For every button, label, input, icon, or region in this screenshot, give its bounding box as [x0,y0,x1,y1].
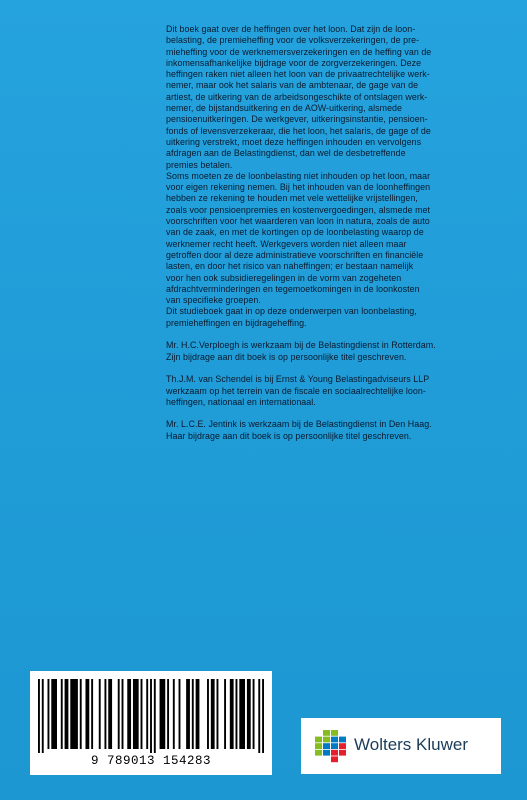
publisher-name: Wolters Kluwer [354,735,468,754]
barcode-bar [122,679,124,749]
blurb-paragraph-3: Dit studieboek gaat in op deze onderwerpen van loonbelasting, premieheffingen en bijdrageheffing. [166,306,417,328]
barcode-bar [80,679,82,749]
logo-tile [331,750,338,756]
barcode-bar [127,679,131,749]
barcode-bar [141,679,143,749]
barcode-bar [186,679,190,749]
barcode-bar [173,679,175,749]
logo-tile [331,737,338,743]
logo-tile [315,743,322,749]
barcode-bar [207,679,209,749]
barcode-bar [167,679,169,749]
barcode-bar [239,679,245,749]
blurb-paragraph-2: Soms moeten ze de loonbelasting niet inhouden op het loon, maar voor eigen rekening nemen. Bij het inhouden van de loonheffingen hebben ze rekening te houden met vele wettelijke vrijstellingen, zoals voor pensioenpremies en kostenvergoedingen, alsmede met voorschriften voor het waarderen van loon in natura, zoals de auto van de zaak, en met de kortingen op de loonbelasting waarop de werknemer recht heeft. Werkgevers worden niet alleen maar getroffen door al deze administratieve voorschriften en financiële lasten, en door het risico van naheffingen; er bestaan namelijk voor hen ook subsidieregelingen in de vorm van zogeheten afdrachtverminderingen en tegemoetkomingen in de loonkosten van specifieke groepen. [166,170,431,306]
barcode-bar [104,679,106,749]
author-bio-jentink: Mr. L.C.E. Jentink is werkzaam bij de Belastingdienst in Den Haag. Haar bijdrage aan dit boek is op persoonlijke titel geschreven. [166,419,432,441]
logo-tile [339,750,346,756]
logo-tile [323,737,330,743]
barcode-bar [230,679,234,749]
barcode-bar [211,679,215,749]
barcode-bar [61,679,63,749]
logo-tile [331,730,338,736]
author-bio-verploegh: Mr. H.C.Verploegh is werkzaam bij de Belastingdienst in Rotterdam. Zijn bijdrage aan dit boek is op persoonlijke titel geschreven. [166,340,436,362]
logo-tile [315,737,322,743]
logo-tile [339,743,346,749]
barcode-bar [85,679,89,749]
barcode-bar [253,679,255,749]
barcode-bar [150,679,152,753]
blurb-paragraph-1: Dit boek gaat over de heffingen over het loon. Dat zijn de loon- belasting, de premieheffing voor de volksverzekeringen, de pre- mieheffing voor de werknemersverzekeringen en de heffing van de inkomensafhankelijke bijdrage voor de zorgverzekeringen. Deze heffingen raken niet alleen het loon van de privaatrechtelijke werk- nemer, maar ook het salaris van de ambtenaar, de gage van de artiest, de uitkering van de arbeidsongeschikte of ontslagen werk- nemer, de bijstandsuitkering en de AOW-uitkering, alsmede pensioenuitkeringen. De werkgever, uitkeringsinstantie, pensioen- fonds of levensverzekeraar, die het loon, het salaris, de gage of de uitkering verstrekt, moet deze heffingen inhouden en vervolgens afdragen aan de Belastingdienst, dan wel de desbetreffende premies betalen. [166,24,432,170]
barcode-bars [38,679,264,753]
blurb-text [166,24,484,442]
barcode-bar [38,679,40,753]
logo-tile [323,743,330,749]
barcode-bar [236,679,238,749]
barcode-bar [133,679,139,749]
barcode-bar [247,679,251,749]
barcode-bar [42,679,44,753]
barcode-bar [108,679,112,749]
logo-tile [339,737,346,743]
logo-tile [331,756,338,762]
barcode-bar [192,679,194,749]
barcode-bar [258,679,260,753]
barcode-bar [146,679,148,749]
logo-tile [323,750,330,756]
barcode-bar [70,679,78,749]
barcode-bar [65,679,69,749]
wolters-kluwer-logo-icon [314,729,348,763]
barcode-bar [224,679,226,749]
barcode-bar [91,679,93,749]
publisher-brand [301,718,501,774]
barcode-bar [196,679,200,749]
barcode-bar [262,679,264,753]
barcode-bar [217,679,219,749]
author-bio-van-schendel: Th.J.M. van Schendel is bij Ernst & Young Belastingadviseurs LLP werkzaam op het terrein van de fiscale en sociaalrechtelijke loon- heffingen, nationaal en internationaal. [166,374,430,407]
barcode-bar [179,679,181,749]
barcode-bar [51,679,57,749]
isbn-barcode [30,671,272,775]
barcode-bar [160,679,166,749]
barcode-bar [99,679,101,749]
barcode-bar [118,679,120,749]
logo-tile [323,730,330,736]
isbn-number: 9 789013 154283 [90,754,212,768]
barcode-bar [154,679,156,753]
logo-tile [331,743,338,749]
barcode-bar [48,679,50,749]
logo-tile [315,750,322,756]
